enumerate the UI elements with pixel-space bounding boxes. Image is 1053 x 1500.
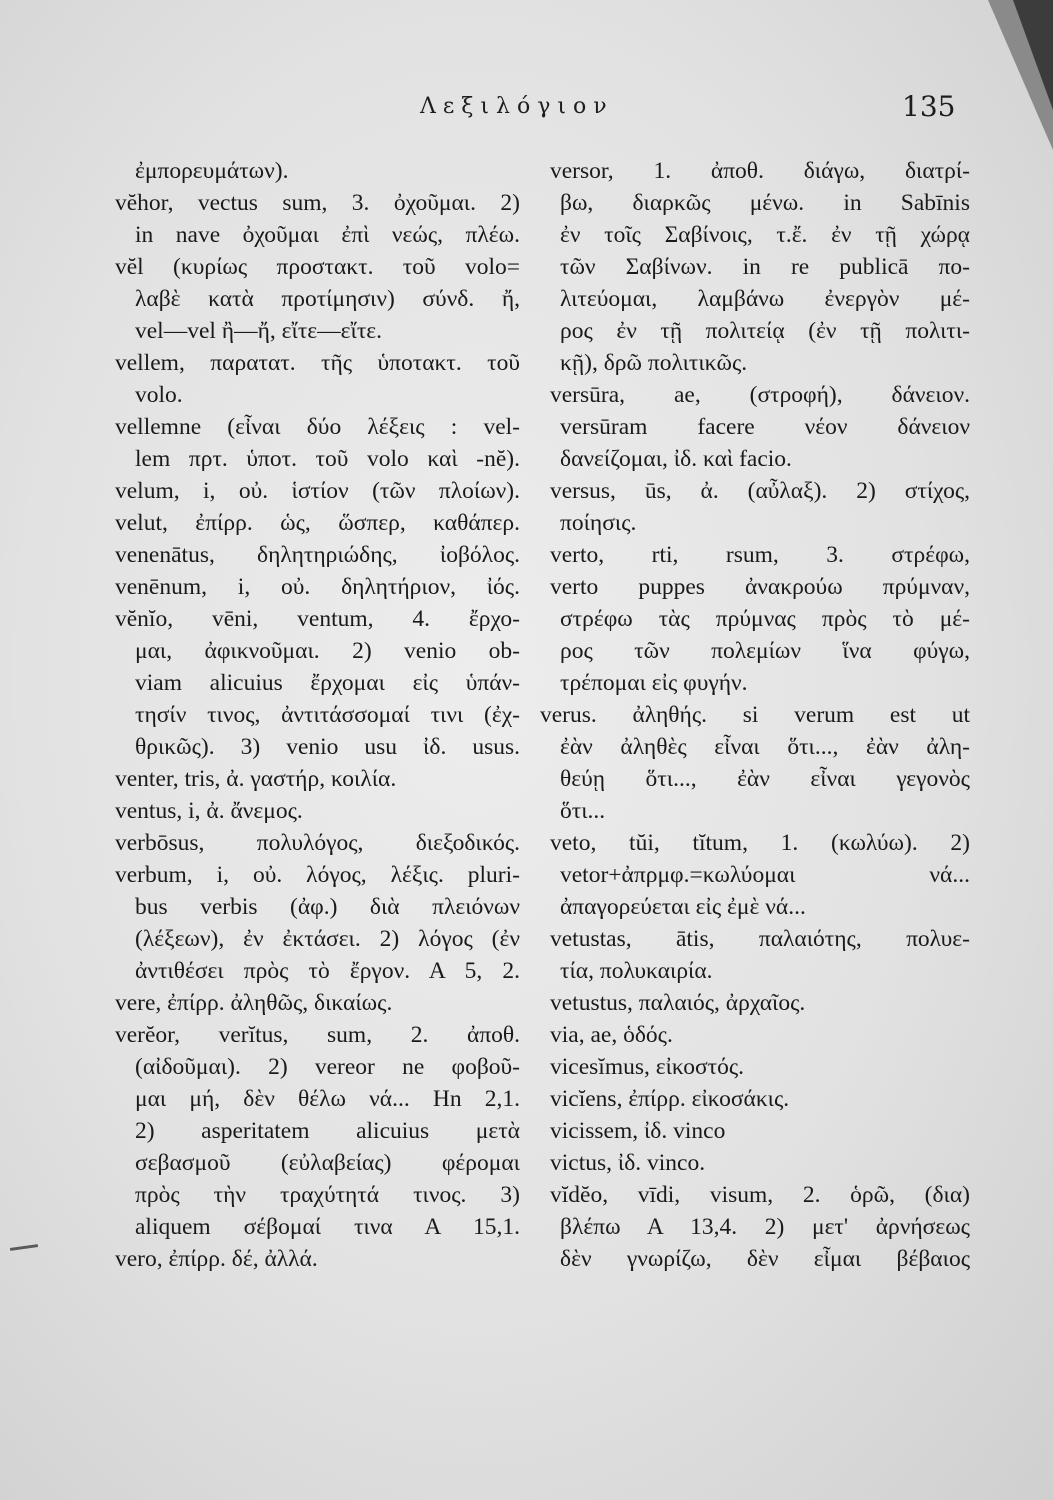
text-line: velut, ἐπίρρ. ὡς, ὥσπερ, καθάπερ. xyxy=(115,510,520,536)
text-line: verto, rti, rsum, 3. στρέφω, xyxy=(550,542,970,568)
text-line: βω, διαρκῶς μένω. in Sabīnis xyxy=(560,190,970,216)
text-line: ἐν τοῖς Σαβίνοις, τ.ἔ. ἐν τῇ χώρᾳ xyxy=(560,222,970,248)
text-line: versūra, ae, (στροφή), δάνειον. xyxy=(550,382,970,408)
text-line: velum, i, οὐ. ἱστίον (τῶν πλοίων). xyxy=(115,478,520,504)
text-line: σεβασμοῦ (εὐλαβείας) φέρομαι xyxy=(135,1150,520,1176)
text-line: ρος ἐν τῇ πολιτείᾳ (ἐν τῇ πολιτι- xyxy=(560,318,970,344)
torn-corner xyxy=(1013,0,1053,110)
text-line: ἀπαγορεύεται εἰς ἐμὲ νά... xyxy=(560,894,806,920)
text-line: κῇ), δρῶ πολιτικῶς. xyxy=(560,350,748,376)
left-column xyxy=(115,155,520,1275)
text-line: vetor+ἀπρμφ.=κωλύομαι νά... xyxy=(560,862,970,888)
text-line: vĭdĕo, vīdi, visum, 2. ὁρῶ, (δια) xyxy=(550,1182,970,1208)
text-line: θρικῶς). 3) venio usu ἰδ. usus. xyxy=(135,734,520,760)
text-line: vellem, παρατατ. τῆς ὑποτακτ. τοῦ xyxy=(115,350,520,376)
text-line: ἀντιθέσει πρὸς τὸ ἔργον. Α 5, 2. xyxy=(135,958,520,984)
text-line: πρὸς τὴν τραχύτητά τινος. 3) xyxy=(135,1182,520,1208)
text-line: veto, tŭi, tĭtum, 1. (κωλύω). 2) xyxy=(550,830,970,856)
text-line: verbum, i, οὐ. λόγος, λέξις. pluri- xyxy=(115,862,520,888)
text-line: ὅτι... xyxy=(560,798,606,824)
text-line: vellemne (εἶναι δύο λέξεις : vel- xyxy=(115,414,520,440)
text-line: ποίησις. xyxy=(560,510,637,536)
text-line: τησίν τινος, ἀντιτάσσομαί τινι (ἐχ- xyxy=(135,702,520,728)
text-line: λιτεύομαι, λαμβάνω ἐνεργὸν μέ- xyxy=(560,286,970,312)
text-line: victus, ἰδ. vinco. xyxy=(550,1150,706,1176)
text-line: βλέπω Α 13,4. 2) μετ' ἀρνήσεως xyxy=(560,1214,970,1240)
text-line: δανείζομαι, ἰδ. καὶ facio. xyxy=(560,446,792,472)
running-header-title: Λεξιλόγιον xyxy=(420,94,614,119)
text-line: μαι μή, δὲν θέλω νά... Ηn 2,1. xyxy=(135,1086,520,1112)
text-line: bus verbis (ἀφ.) διὰ πλειόνων xyxy=(135,894,520,920)
right-column xyxy=(540,155,970,1275)
text-line: 2) asperitatem alicuius μετὰ xyxy=(135,1118,520,1144)
text-line: (αἰδοῦμαι). 2) vereor ne φοβοῦ- xyxy=(135,1054,520,1080)
text-line: ἐμπορευμάτων). xyxy=(135,158,289,184)
text-line: vicĭens, ἐπίρρ. εἰκοσάκις. xyxy=(550,1086,790,1112)
text-line: στρέφω τὰς πρύμνας πρὸς τὸ μέ- xyxy=(560,606,970,632)
text-line: τῶν Σαβίνων. in re publicā πο- xyxy=(560,254,970,280)
text-line: vel—vel ἢ—ἤ, εἴτε—εἴτε. xyxy=(135,318,383,344)
text-line: verto puppes ἀνακρούω πρύμναν, xyxy=(550,574,970,600)
text-line: vĕl (κυρίως προστακτ. τοῦ volo= xyxy=(115,254,520,280)
text-line: verus. ἀληθής. si verum est ut xyxy=(540,702,970,728)
text-line: via, ae, ὁδός. xyxy=(550,1022,673,1048)
margin-pencil-mark xyxy=(10,1244,38,1251)
text-line: vere, ἐπίρρ. ἀληθῶς, δικαίως. xyxy=(115,990,393,1016)
text-line: verĕor, verĭtus, sum, 2. ἀποθ. xyxy=(115,1022,520,1048)
text-line: ἐὰν ἀληθὲς εἶναι ὅτι..., ἐὰν ἀλη- xyxy=(560,734,970,760)
text-line: lem πρτ. ὑποτ. τοῦ volo καὶ -nĕ). xyxy=(135,446,520,472)
text-line: (λέξεων), ἐν ἐκτάσει. 2) λόγος (ἐν xyxy=(135,926,520,952)
text-line: ρος τῶν πολεμίων ἵνα φύγω, xyxy=(560,638,970,664)
text-line: in nave ὀχοῦμαι ἐπὶ νεώς, πλέω. xyxy=(135,222,520,248)
text-line: versūram facere νέον δάνειον xyxy=(560,414,970,440)
text-line: θεύῃ ὅτι..., ἐὰν εἶναι γεγονὸς xyxy=(560,766,970,792)
text-line: versus, ūs, ἀ. (αὖλαξ). 2) στίχος, xyxy=(550,478,970,504)
text-line: vicesĭmus, εἰκοστός. xyxy=(550,1054,745,1080)
text-line: versor, 1. ἀποθ. διάγω, διατρί- xyxy=(550,158,970,184)
text-line: τία, πολυκαιρία. xyxy=(560,958,713,984)
text-line: vetustas, ātis, παλαιότης, πολυε- xyxy=(550,926,970,952)
text-line: vĕhor, vectus sum, 3. ὀχοῦμαι. 2) xyxy=(115,190,520,216)
text-line: viam alicuius ἔρχομαι εἰς ὑπάν- xyxy=(135,670,520,696)
text-line: ventus, i, ἀ. ἄνεμος. xyxy=(115,798,303,824)
text-line: vĕnĭo, vēni, ventum, 4. ἔρχο- xyxy=(115,606,520,632)
text-line: venter, tris, ἀ. γαστήρ, κοιλία. xyxy=(115,766,397,792)
text-line: δὲν γνωρίζω, δὲν εἶμαι βέβαιος xyxy=(560,1246,970,1272)
text-line: volo. xyxy=(135,382,183,408)
text-line: verbōsus, πολυλόγος, διεξοδικός. xyxy=(115,830,520,856)
text-line: vicissem, ἰδ. vinco xyxy=(550,1118,726,1144)
text-line: μαι, ἀφικνοῦμαι. 2) venio ob- xyxy=(135,638,520,664)
text-line: aliquem σέβομαί τινα Α 15,1. xyxy=(135,1214,520,1240)
text-line: vetustus, παλαιός, ἀρχαῖος. xyxy=(550,990,806,1016)
text-line: λαβὲ κατὰ προτίμησιν) σύνδ. ἤ, xyxy=(135,286,520,312)
text-line: τρέπομαι εἰς φυγήν. xyxy=(560,670,748,696)
text-line: venēnum, i, οὐ. δηλητήριον, ἰός. xyxy=(115,574,520,600)
text-line: vero, ἐπίρρ. δέ, ἀλλά. xyxy=(115,1246,318,1272)
page-number: 135 xyxy=(902,90,956,123)
text-line: venenātus, δηλητηριώδης, ἰοβόλος. xyxy=(115,542,520,568)
